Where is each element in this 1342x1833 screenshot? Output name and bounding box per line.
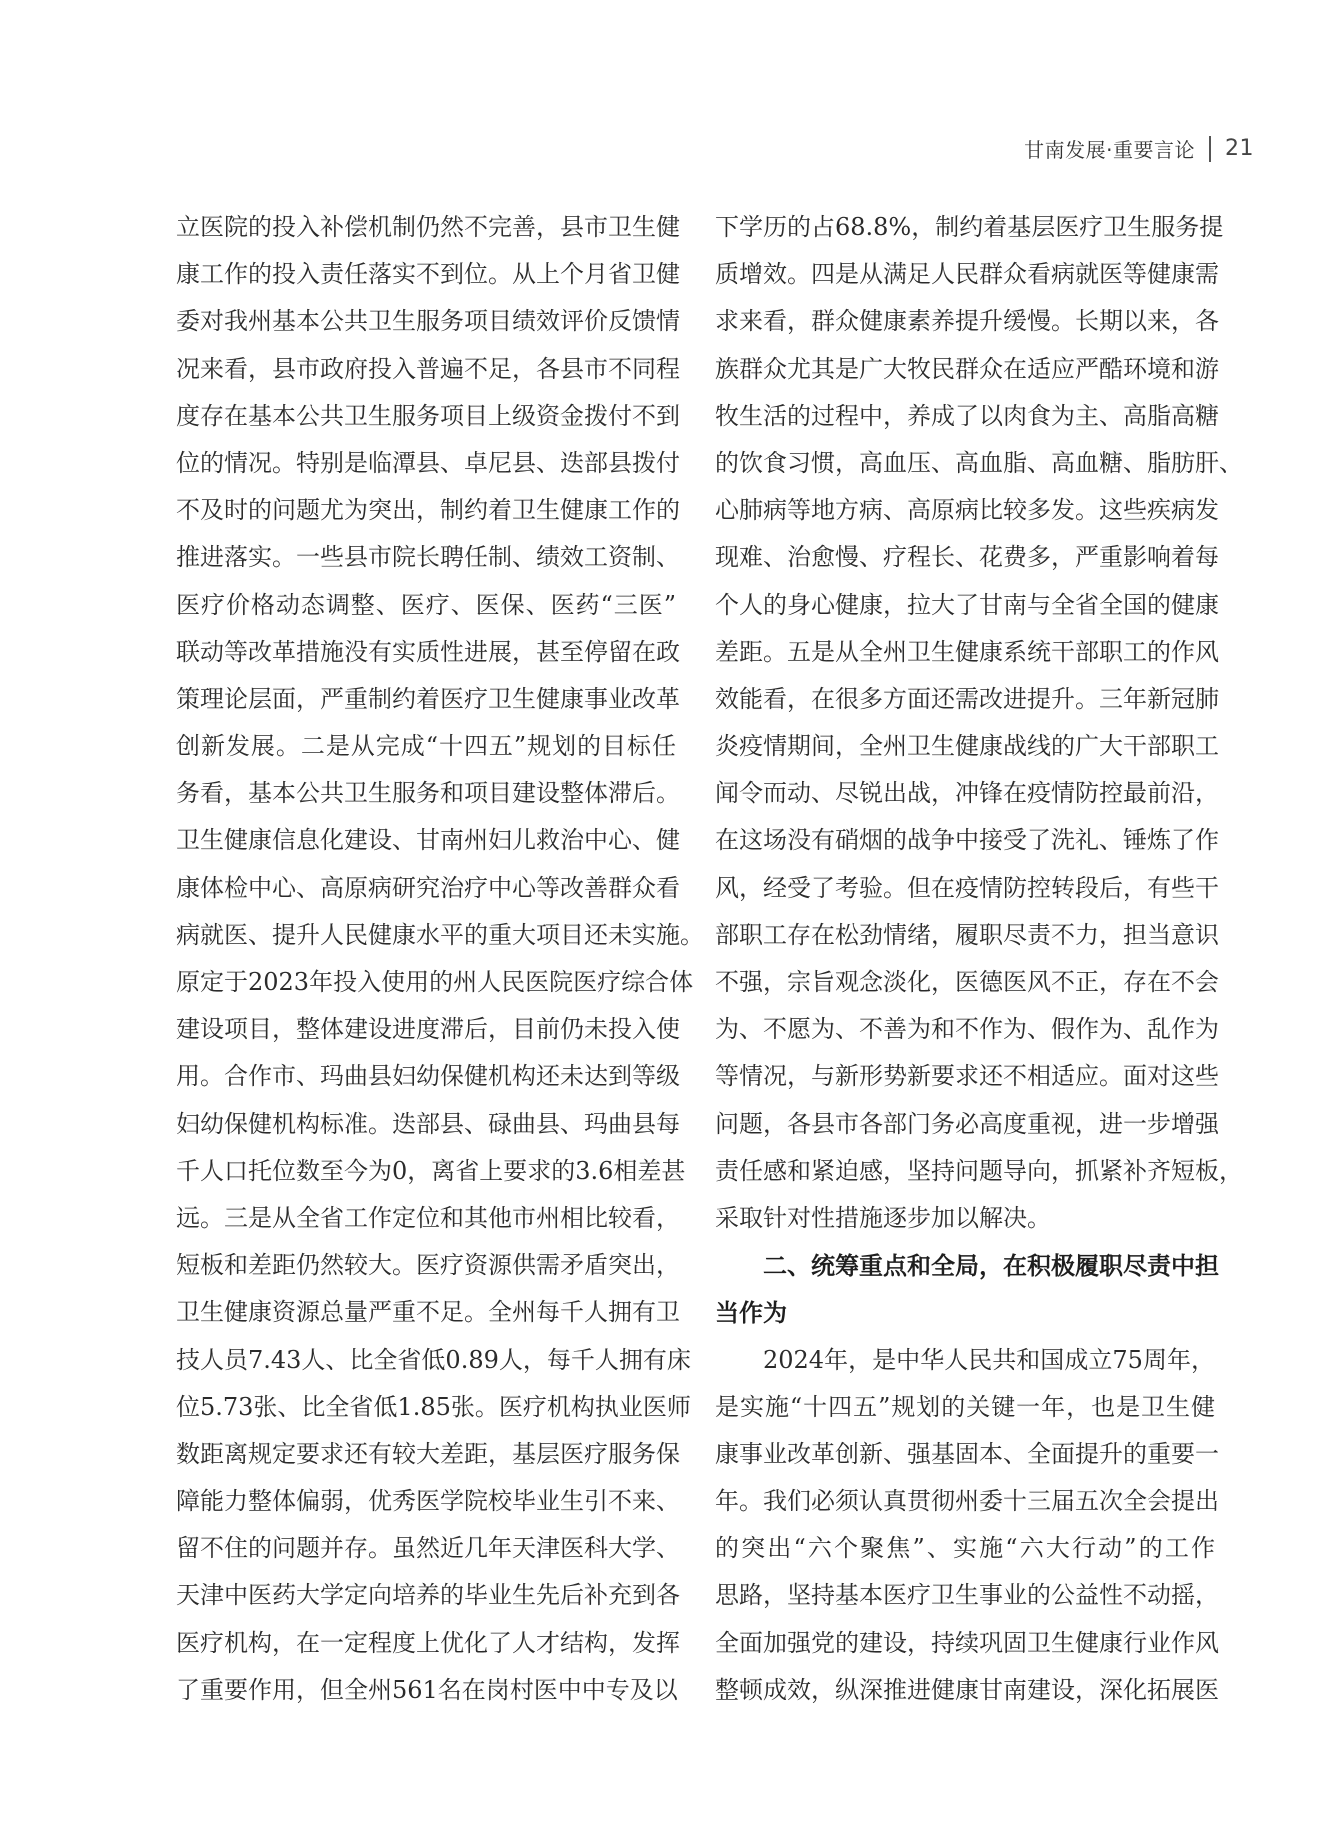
text-line: 思路，坚持基本医疗卫生事业的公益性不动摇， [715, 1581, 1219, 1610]
text-line: 千人口托位数至今为0，离省上要求的3.6相差甚 [176, 1156, 686, 1185]
text-line: 康事业改革创新、强基固本、全面提升的重要一 [715, 1439, 1219, 1468]
header-divider [1209, 136, 1211, 162]
running-header [1024, 134, 1254, 163]
text-line: 年。我们必须认真贯彻州委十三届五次全会提出 [715, 1487, 1219, 1516]
text-line: 病就医、提升人民健康水平的重大项目还未实施。 [176, 920, 704, 949]
text-line: 族群众尤其是广大牧民群众在适应严酷环境和游 [715, 354, 1219, 383]
text-line: 全面加强党的建设，持续巩固卫生健康行业作风 [715, 1628, 1219, 1657]
text-line: 医疗价格动态调整、医疗、医保、医药“三医” [176, 590, 676, 619]
text-line: 为、不愿为、不善为和不作为、假作为、乱作为 [715, 1015, 1219, 1044]
text-line: 康体检中心、高原病研究治疗中心等改善群众看 [176, 873, 680, 902]
text-line: 策理论层面，严重制约着医疗卫生健康事业改革 [176, 684, 680, 713]
text-line: 2024年，是中华人民共和国成立75周年， [763, 1345, 1215, 1374]
text-line: 是实施“十四五”规划的关键一年，也是卫生健 [715, 1392, 1215, 1421]
text-line: 推进落实。一些县市院长聘任制、绩效工资制、 [176, 543, 680, 572]
text-line: 差距。五是从全州卫生健康系统干部职工的作风 [715, 637, 1219, 666]
text-line: 现难、治愈慢、疗程长、花费多，严重影响着每 [715, 543, 1219, 572]
page-number: 21 [1225, 136, 1254, 161]
text-line: 不及时的问题尤为突出，制约着卫生健康工作的 [176, 496, 680, 525]
text-line: 卫生健康资源总量严重不足。全州每千人拥有卫 [176, 1298, 680, 1327]
text-line: 质增效。四是从满足人民群众看病就医等健康需 [715, 260, 1219, 289]
text-line: 妇幼保健机构标准。迭部县、碌曲县、玛曲县每 [176, 1109, 680, 1138]
text-line: 度存在基本公共卫生服务项目上级资金拨付不到 [176, 401, 680, 430]
text-line: 短板和差距仍然较大。医疗资源供需矛盾突出， [176, 1251, 680, 1280]
text-line: 责任感和紧迫感，坚持问题导向，抓紧补齐短板， [715, 1156, 1243, 1185]
text-line: 立医院的投入补偿机制仍然不完善，县市卫生健 [176, 213, 680, 241]
section-heading: 当作为 [715, 1298, 787, 1328]
text-line: 等情况，与新形势新要求还不相适应。面对这些 [715, 1062, 1219, 1091]
text-line: 建设项目，整体建设进度滞后，目前仍未投入使 [176, 1015, 680, 1044]
text-line: 下学历的占68.8%，制约着基层医疗卫生服务提 [715, 213, 1224, 241]
text-line: 技人员7.43人、比全省低0.89人，每千人拥有床 [176, 1345, 691, 1374]
text-line: 原定于2023年投入使用的州人民医院医疗综合体 [176, 968, 694, 996]
section-heading: 二、统筹重点和全局，在积极履职尽责中担 [763, 1251, 1219, 1281]
text-line: 整顿成效，纵深推进健康甘南建设，深化拓展医 [715, 1675, 1219, 1704]
text-line: 创新发展。二是从完成“十四五”规划的目标任 [176, 732, 676, 761]
text-line: 的突出“六个聚焦”、实施“六大行动”的工作 [715, 1534, 1215, 1563]
text-line: 数距离规定要求还有较大差距，基层医疗服务保 [176, 1439, 680, 1468]
text-line: 炎疫情期间，全州卫生健康战线的广大干部职工 [715, 732, 1219, 761]
text-line: 留不住的问题并存。虽然近几年天津医科大学、 [176, 1534, 680, 1563]
text-line: 康工作的投入责任落实不到位。从上个月省卫健 [176, 260, 680, 289]
text-line: 卫生健康信息化建设、甘南州妇儿救治中心、健 [176, 826, 680, 855]
text-line: 用。合作市、玛曲县妇幼保健机构还未达到等级 [176, 1062, 680, 1091]
text-line: 联动等改革措施没有实质性进展，甚至停留在政 [176, 637, 680, 666]
text-line: 远。三是从全省工作定位和其他市州相比较看， [176, 1203, 680, 1232]
text-line: 不强，宗旨观念淡化，医德医风不正，存在不会 [715, 968, 1219, 996]
text-line: 牧生活的过程中，养成了以肉食为主、高脂高糖 [715, 401, 1219, 430]
text-line: 的饮食习惯，高血压、高血脂、高血糖、脂肪肝、 [715, 448, 1243, 477]
text-line: 个人的身心健康，拉大了甘南与全省全国的健康 [715, 590, 1219, 619]
text-line: 了重要作用，但全州561名在岗村医中中专及以 [176, 1675, 678, 1704]
text-line: 闻令而动、尽锐出战，冲锋在疫情防控最前沿， [715, 779, 1219, 808]
text-line: 部职工存在松劲情绪，履职尽责不力，担当意识 [715, 920, 1219, 949]
text-line: 心肺病等地方病、高原病比较多发。这些疾病发 [715, 496, 1219, 525]
text-line: 效能看，在很多方面还需改进提升。三年新冠肺 [715, 684, 1219, 713]
text-line: 采取针对性措施逐步加以解决。 [715, 1203, 1051, 1232]
text-line: 务看，基本公共卫生服务和项目建设整体滞后。 [176, 779, 680, 808]
text-line: 风，经受了考验。但在疫情防控转段后，有些干 [715, 873, 1219, 902]
text-line: 问题，各县市各部门务必高度重视，进一步增强 [715, 1109, 1219, 1138]
right-column [715, 204, 1243, 1714]
text-line: 位的情况。特别是临潭县、卓尼县、迭部县拨付 [176, 448, 680, 477]
text-line: 医疗机构，在一定程度上优化了人才结构，发挥 [176, 1628, 680, 1657]
left-column [176, 204, 704, 1714]
text-line: 在这场没有硝烟的战争中接受了洗礼、锤炼了作 [715, 826, 1219, 855]
text-line: 委对我州基本公共卫生服务项目绩效评价反馈情 [176, 307, 680, 336]
text-line: 况来看，县市政府投入普遍不足，各县市不同程 [176, 354, 680, 383]
text-line: 天津中医药大学定向培养的毕业生先后补充到各 [176, 1581, 680, 1610]
text-line: 求来看，群众健康素养提升缓慢。长期以来，各 [715, 307, 1219, 336]
section-title: 甘南发展·重要言论 [1024, 138, 1195, 162]
text-line: 障能力整体偏弱，优秀医学院校毕业生引不来、 [176, 1487, 680, 1516]
text-line: 位5.73张、比全省低1.85张。医疗机构执业医师 [176, 1392, 691, 1421]
